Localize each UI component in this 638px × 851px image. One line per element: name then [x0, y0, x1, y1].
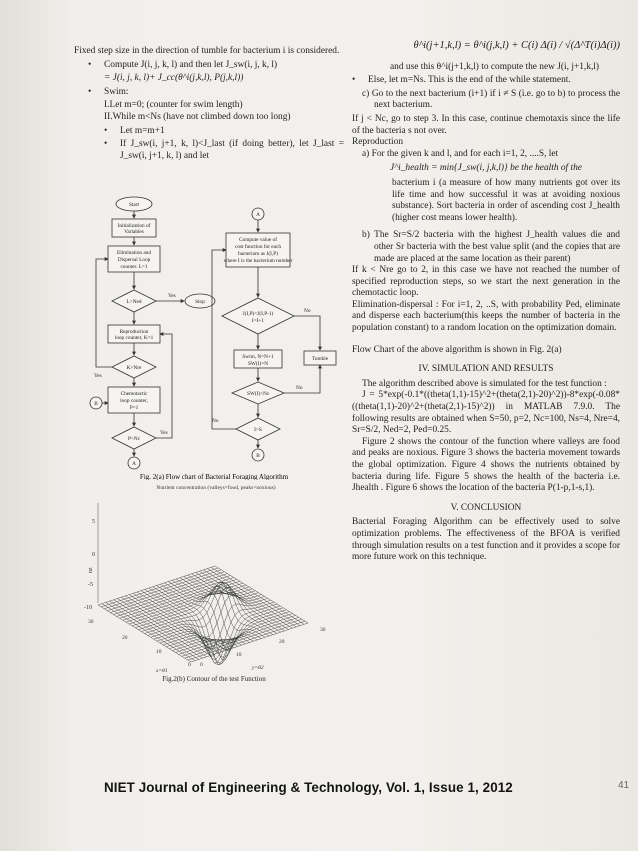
- svg-text:bacterium as J(I,P): bacterium as J(I,P): [238, 251, 278, 257]
- mesh-line: [145, 589, 238, 648]
- svg-text:Initialization of: Initialization of: [117, 223, 151, 229]
- mesh-line: [211, 567, 304, 624]
- if-better-step: • If J_sw(i, j+1, k, l)<J_last (if doing better), let J_last = J_sw(i, j+1, k, l) and let: [104, 139, 344, 162]
- else-item: • Else, let m=Ns. This is the end of the while statement.: [352, 75, 620, 87]
- journal-footer: NIET Journal of Engineering & Technology, Vol. 1, Issue 1, 2012: [104, 780, 513, 795]
- section-iv-heading: IV. SIMULATION AND RESULTS: [418, 364, 554, 375]
- surface-caption: Fig.2(b) Contour of the test Function: [162, 675, 266, 683]
- right-column: [352, 40, 620, 564]
- mesh-line: [179, 615, 296, 654]
- svg-text:Yes: Yes: [160, 430, 168, 436]
- svg-text:Dispersal Loop: Dispersal Loop: [117, 257, 151, 263]
- left-column: [74, 46, 344, 164]
- tumble-label: Tumble: [311, 356, 329, 362]
- sec4-para-1: The algorithm described above is simulated for the test function :: [362, 378, 607, 389]
- flow-ref-text: Flow Chart of the above algorithm is shown in Fig. 2(a): [352, 344, 562, 355]
- x-axis-label: x=θ1: [156, 668, 168, 674]
- mesh-line: [141, 591, 234, 648]
- svg-text:Variables: Variables: [124, 229, 144, 235]
- swim-step: • Swim:: [88, 87, 344, 99]
- start-label: Start: [128, 202, 140, 208]
- sec5-para: Bacterial Foraging Algorithm can be effectively used to solve optimization problems. The effectiveness of the BFOA is verified through simulation results on a test function and it provides a scope for more future work on this technique.: [352, 517, 620, 563]
- svg-text:I=I+1: I=I+1: [251, 318, 265, 324]
- flowchart-figure: [84, 190, 346, 480]
- stop-label: Stop: [195, 299, 205, 305]
- update-equation: θ^i(j+1,k,l) = θ^i(j,k,l) + C(i) Δ(i) / √(Δ^T(i)Δ(i)): [413, 40, 620, 51]
- sec4-para-3: Figure 2 shows the contour of the function where valleys are food and peaks are noxious. Figure 3 shows the bacteria movement towards the global optimization. Figure 4 shows the nutrients obtained by bacteria during life. Figure 5 shows the health of the bacteria i.e. Jhealth . Figure 6 shows the location of the bacteria P(1-p,1-s,1).: [352, 436, 620, 494]
- mesh-line: [135, 589, 252, 628]
- svg-text:No: No: [212, 418, 219, 424]
- page-number: 41: [618, 780, 630, 791]
- if-k-text: If k < Nre go to 2, in this case we have not reached the number of specified reproduction steps, so we start the next generation in the chemotactic loop.: [352, 265, 620, 299]
- compute-step: • Compute J(i, j, k, l) and then let J_sw(i, j, k, l): [88, 60, 344, 72]
- svg-text:No: No: [296, 385, 303, 391]
- y-axis-label: y=θ2: [252, 665, 264, 671]
- svg-text:B: B: [94, 401, 98, 407]
- k-cond-label: K>Nre: [126, 365, 142, 371]
- sec4-para-2: J = 5*exp(-0.1*((theta(1,1)-15)^2+(theta(2,1)-20)^2))-8*exp(-0.08*((theta(1,1)-20)^2+(theta(2,1)-15)^2)) in MATLAB 7.9.0. The following results are obtained when S=50, p=2, Nc=100, Ns=4, Nre=4, Sr=S/2, Ned=2, Ped=0.25.: [352, 390, 620, 436]
- svg-text:where I is the bacterium numbe: where I is the bacterium number: [223, 258, 293, 264]
- mesh-line: [207, 569, 300, 626]
- y-tick: 10: [236, 652, 242, 658]
- mesh-line: [137, 592, 230, 649]
- i-cond-label: I>S: [254, 427, 262, 433]
- svg-text:P=1: P=1: [129, 405, 139, 411]
- x-tick: 20: [122, 635, 128, 641]
- reproduction-heading: Reproduction: [352, 137, 404, 148]
- surface-title: Nutrient concentration (valleys=food, peaks=noxious): [156, 485, 276, 491]
- if-j-text: If j < Nc, go to step 3. In this case, continue chemotaxis since the life of the bacteria s not over.: [352, 113, 620, 136]
- surface-plot-figure: [84, 483, 346, 683]
- svg-text:cost function for each: cost function for each: [234, 244, 282, 250]
- l-cond-label: L>Ned: [126, 299, 142, 305]
- svg-text:loop counter,: loop counter,: [120, 398, 148, 404]
- svg-text:B: B: [256, 453, 260, 459]
- svg-text:A: A: [256, 212, 260, 218]
- svg-text:Chemotactic: Chemotactic: [120, 391, 148, 397]
- swim-item-2: II.While m<Ns (have not climbed down too long): [104, 111, 291, 122]
- svg-text:SW(I)=N: SW(I)=N: [247, 361, 269, 367]
- svg-text:Compute value of: Compute value of: [239, 237, 277, 243]
- svg-text:No: No: [304, 308, 311, 314]
- elimination-text: Elimination-dispersal : For i=1, 2, ..S, with probability Ped, eliminate and disperse each bacterium(this keeps the number of bacteria in the population constant) to a random location on the optimization domain.: [352, 299, 620, 334]
- svg-text:Yes: Yes: [168, 293, 176, 299]
- mesh-line: [176, 614, 293, 653]
- svg-text:counter. L=1: counter. L=1: [120, 264, 148, 270]
- p-cond-label: P>Nc: [127, 436, 141, 442]
- y-tick: 30: [320, 627, 326, 633]
- mesh-line: [192, 574, 285, 631]
- y-tick: 20: [279, 639, 285, 645]
- y-tick: 0: [200, 662, 203, 668]
- mesh-line: [203, 570, 296, 627]
- a-item-cont: bacterium i (a measure of how many nutrients got over its life time and how successful it was at avoiding noxious substance). Sort bacteria in order of ascending cost J_health (higher cost means lower health).: [392, 177, 620, 223]
- x-tick: 0: [188, 662, 191, 668]
- svg-text:Yes: Yes: [94, 373, 102, 379]
- x-tick: 30: [88, 619, 94, 625]
- flowchart-caption: Fig. 2(a) Flow chart of Bacterial Foraging Algorithm: [139, 473, 289, 480]
- svg-text:Swim, N=N+1: Swim, N=N+1: [242, 354, 274, 360]
- a-item: a) For the given k and l, and for each i=1, 2, ....S, let: [362, 148, 559, 159]
- mesh-line: [169, 610, 286, 650]
- use-this-text: and use this θ^i(j+1,k,l) to compute the new J(i, j+1,k,l): [390, 61, 600, 72]
- svg-text:Elimination and: Elimination and: [117, 250, 151, 256]
- b-item: b) The Sr=S/2 bacteria with the highest J_health values die and other Sr bacteria with the best value split (and the copies that are made are placed at the same location as their parent): [362, 230, 620, 264]
- z-tick: 5: [92, 519, 95, 525]
- svg-text:A: A: [132, 461, 136, 467]
- svg-text:J(I,P)<J(I,P-1): J(I,P)<J(I,P-1): [242, 311, 274, 317]
- intro-text: Fixed step size in the direction of tumble for bacterium i is considered.: [74, 46, 340, 56]
- z-tick: -5: [88, 582, 93, 588]
- section-v-heading: V. CONCLUSION: [450, 502, 522, 513]
- svg-text:Reproduction: Reproduction: [119, 329, 149, 335]
- z-label: nz: [88, 567, 94, 573]
- c-item: c) Go to the next bacterium (i+1) if i ≠ S (i.e. go to b) to process the next bacterium.: [362, 88, 620, 111]
- svg-text:loop counter, K=1: loop counter, K=1: [114, 335, 154, 341]
- x-tick: 10: [156, 649, 162, 655]
- compute-step-cont: = J(i, j, k, l)+ J_cc(θ^i(j,k,l), P(j,k,l)): [104, 73, 244, 84]
- sw-cond-label: SW(I)<Ns: [246, 391, 270, 397]
- z-tick: -10: [84, 605, 92, 611]
- health-equation: J^i_health = min{J_sw(i, j,k,l)} be the health of the: [390, 163, 582, 174]
- mesh-line: [188, 575, 281, 632]
- z-tick: 0: [92, 552, 95, 558]
- surface-mesh: [98, 566, 308, 665]
- mesh-line: [172, 612, 289, 651]
- swim-item-1: I.Let m=0; (counter for swim length): [104, 100, 243, 111]
- increment-step: • Let m=m+1: [104, 126, 344, 138]
- mesh-line: [191, 623, 308, 662]
- step-list: [88, 60, 344, 72]
